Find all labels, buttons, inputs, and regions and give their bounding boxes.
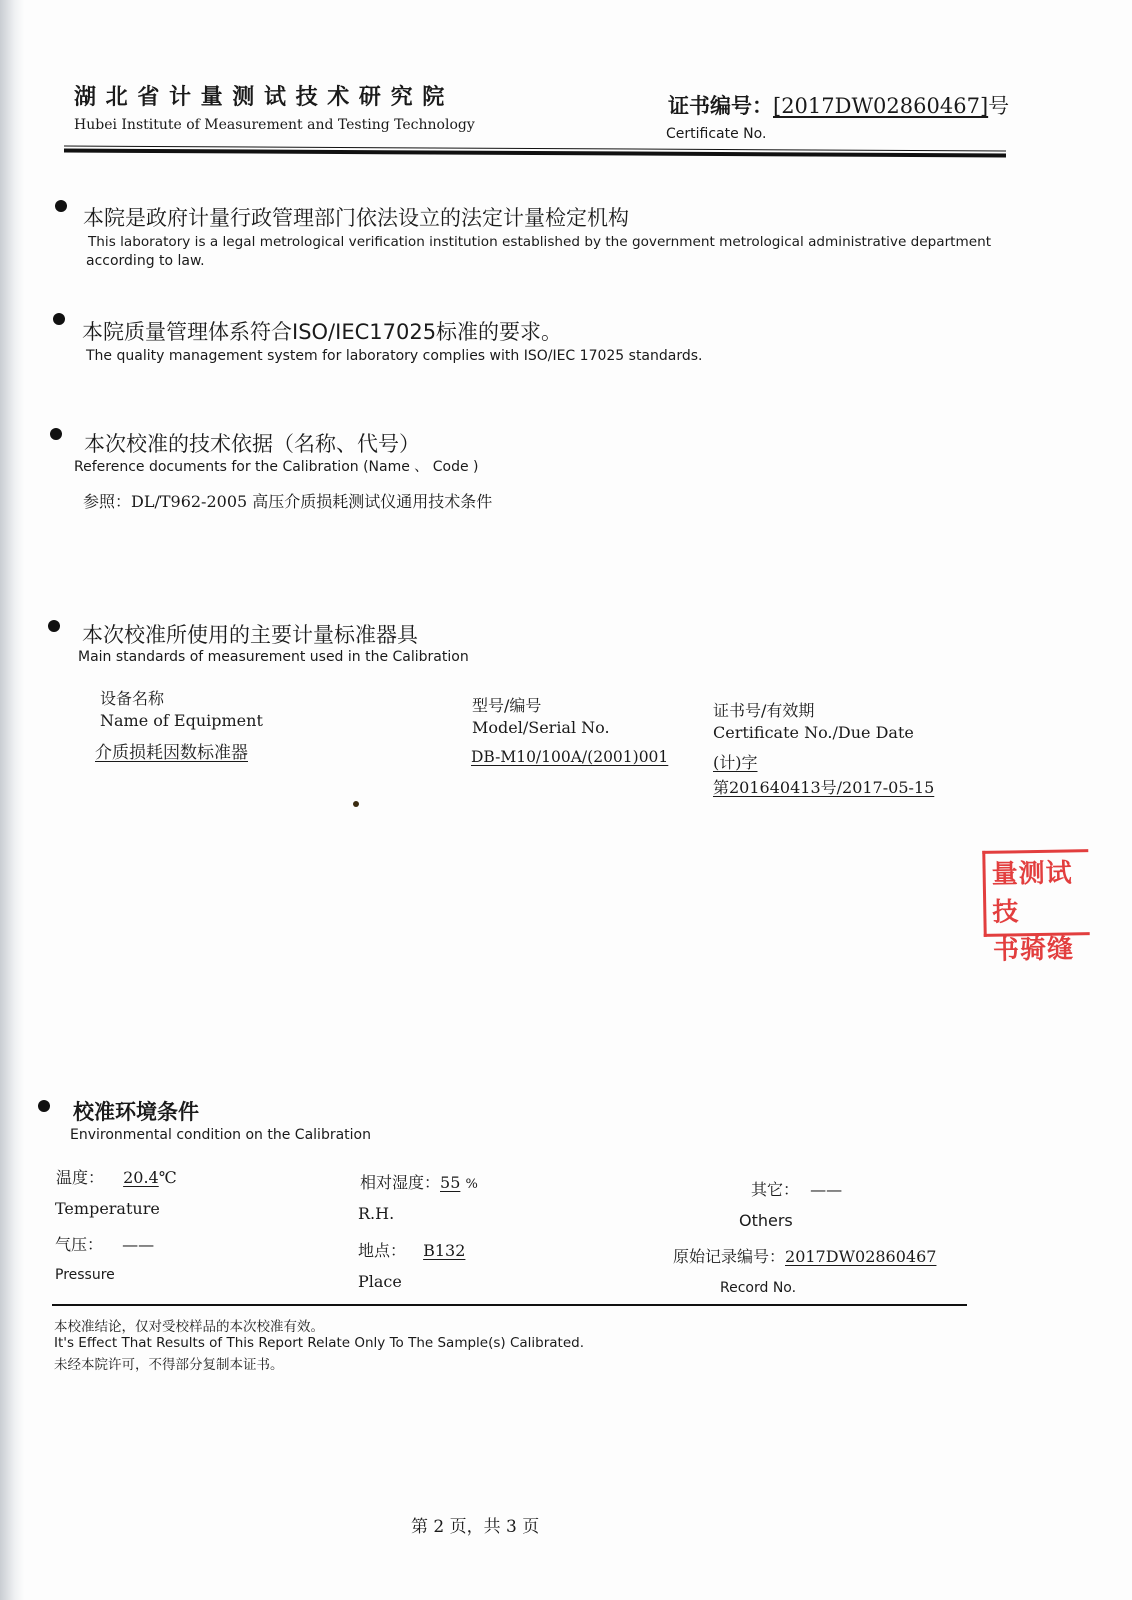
bullet: [38, 1100, 50, 1112]
section3-title-cn: 本次校准的技术依据（名称、代号）: [84, 432, 420, 456]
stamp-line2: 书骑缝: [992, 934, 1075, 966]
pressure-value: ——: [122, 1235, 155, 1254]
others-label-cn: 其它：: [751, 1180, 800, 1199]
section4-text-en: Main standards of measurement used in the Calibration: [78, 649, 469, 665]
section5-text-en: Environmental condition on the Calibration: [70, 1127, 371, 1143]
record-label-cn: 原始记录编号：: [673, 1247, 786, 1266]
seal-stamp: [982, 849, 1089, 966]
bullet: [55, 200, 67, 212]
section1-text-en-2: according to law.: [86, 253, 205, 269]
section2-text-en: The quality management system for laboratory complies with ISO/IEC 17025 standards.: [86, 348, 703, 364]
equipment-name: 介质损耗因数标准器: [95, 743, 248, 763]
others-field: [751, 1177, 842, 1200]
certificate-number-line: [668, 90, 1009, 120]
page-number: 第 2 页，共 3 页: [411, 1517, 540, 1537]
section1-text-en: This laboratory is a legal metrological verification institution established by the government metrological administrative department: [88, 234, 992, 250]
section1-title-cn: 本院是政府计量行政管理部门依法设立的法定计量检定机构: [83, 206, 629, 230]
section3-text-en: Reference documents for the Calibration (Name 、 Code ): [74, 459, 479, 475]
humidity-label-en: R.H.: [358, 1204, 395, 1223]
footer-note-cn-1: 本校准结论，仅对受校样品的本次校准有效。: [54, 1319, 324, 1335]
humidity-unit: %: [465, 1177, 478, 1192]
footer-note-cn-2: 未经本院许可，不得部分复制本证书。: [54, 1357, 284, 1373]
others-label-en: Others: [739, 1211, 793, 1230]
col-model-cn: 型号/编号: [472, 696, 542, 715]
col-model-en: Model/Serial No.: [472, 718, 610, 737]
bullet: [50, 428, 62, 440]
place-value: B132: [423, 1241, 466, 1260]
cert-suffix: 号: [988, 94, 1010, 118]
cert-number: [2017DW02860467]: [773, 94, 989, 118]
section4-title-cn: 本次校准所使用的主要计量标准器具: [82, 623, 418, 647]
place-label-cn: 地点：: [358, 1241, 407, 1260]
record-label-en: Record No.: [720, 1280, 797, 1296]
place-field: [358, 1238, 465, 1261]
certificate-no-line2: 第201640413号/2017-05-15: [713, 778, 935, 797]
institute-name-cn: 湖 北 省 计 量 测 试 技 术 研 究 院: [74, 85, 446, 110]
others-value: ——: [810, 1180, 843, 1199]
humidity-field: [360, 1170, 478, 1193]
record-value: 2017DW02860467: [785, 1247, 937, 1266]
footer-note-en: It's Effect That Results of This Report Relate Only To The Sample(s) Calibrated.: [54, 1335, 585, 1351]
col-certificate-cn: 证书号/有效期: [713, 701, 815, 720]
col-equipment-cn: 设备名称: [100, 689, 165, 708]
certificate-no-line1: (计)字: [713, 753, 758, 772]
humidity-value: 55: [440, 1173, 461, 1192]
place-label-en: Place: [358, 1272, 402, 1291]
section2-title-cn: 本院质量管理体系符合ISO/IEC17025标准的要求。: [82, 320, 563, 344]
reference-document: 参照：DL/T962-2005 高压介质损耗测试仪通用技术条件: [83, 492, 493, 511]
pressure-field: [55, 1232, 154, 1255]
col-equipment-en: Name of Equipment: [100, 711, 263, 730]
scan-edge: [0, 0, 24, 1600]
temperature-unit: ℃: [158, 1168, 177, 1187]
cert-label-en: Certificate No.: [666, 126, 767, 142]
bullet: [48, 620, 60, 632]
col-certificate-en: Certificate No./Due Date: [713, 723, 914, 742]
temperature-field: [56, 1165, 177, 1188]
humidity-label-cn: 相对湿度：: [360, 1173, 441, 1192]
cert-label-cn: 证书编号：: [668, 94, 773, 118]
stamp-line1: 量测试技: [991, 858, 1073, 928]
temperature-value: 20.4: [123, 1168, 159, 1187]
pressure-label-en: Pressure: [55, 1267, 115, 1283]
model-serial: DB-M10/100A/(2001)001: [471, 748, 669, 766]
record-field: [673, 1244, 936, 1267]
section5-title-cn: 校准环境条件: [73, 1100, 199, 1124]
ink-dot: [353, 801, 359, 807]
footer-rule: [52, 1304, 967, 1306]
temperature-label-cn: 温度：: [56, 1168, 105, 1187]
temperature-label-en: Temperature: [55, 1199, 160, 1218]
institute-name-en: Hubei Institute of Measurement and Testing Technology: [74, 117, 475, 133]
bullet: [53, 313, 65, 325]
pressure-label-cn: 气压：: [55, 1235, 104, 1254]
